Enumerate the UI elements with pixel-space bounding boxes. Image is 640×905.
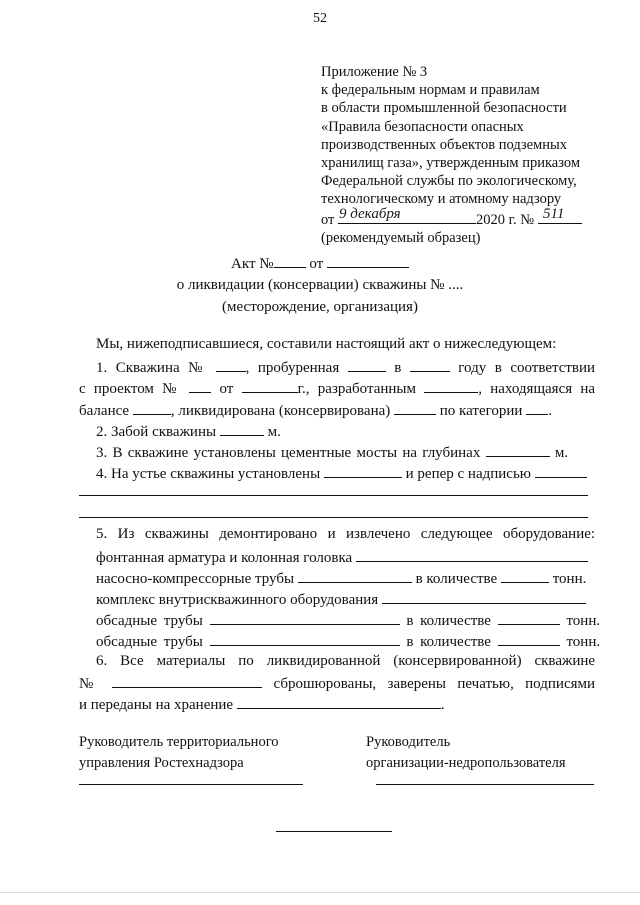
category-field	[526, 400, 548, 415]
signature-left-title: Руководитель территориального	[79, 734, 279, 750]
casing-field-1	[210, 610, 400, 625]
signature-line-right	[376, 784, 594, 785]
text: балансе	[79, 403, 130, 419]
appendix-line: «Правила безопасности опасных	[321, 118, 524, 135]
appendix-line: Федеральной службы по экологическому,	[321, 173, 577, 190]
text: в количестве	[415, 571, 498, 587]
text: скважины	[144, 526, 209, 542]
text: №	[162, 381, 181, 397]
text: .	[440, 697, 445, 713]
act-title	[0, 253, 640, 273]
text: , ликвидирована (консервирована)	[170, 403, 391, 419]
project-date-field	[242, 378, 298, 393]
text: и переданы на хранение	[79, 697, 234, 713]
signature-line-center	[276, 831, 392, 832]
text: печатью,	[457, 676, 514, 692]
blank-line	[79, 517, 588, 518]
text: комплекс внутрискважинного оборудования	[96, 592, 379, 608]
project-number-field	[189, 378, 211, 393]
storage-field	[237, 694, 441, 709]
p5-line1	[96, 525, 595, 543]
p5-line5	[96, 610, 600, 630]
year-text: 2020 г. №	[476, 211, 535, 228]
text: демонтировано	[219, 526, 318, 542]
text: .	[548, 403, 552, 419]
text: обсадные трубы	[96, 613, 203, 629]
appendix-line: Приложение № 3	[321, 64, 428, 80]
text: тонн.	[552, 571, 587, 587]
sample-note: (рекомендуемый образец)	[321, 229, 481, 246]
text: насосно-компрессорные трубы	[96, 571, 295, 587]
act-date-field	[327, 253, 409, 268]
text: и репер с надписью	[405, 466, 532, 482]
act-from-label: от	[309, 256, 324, 272]
depths-field	[486, 442, 550, 457]
well-number-field	[216, 357, 246, 372]
developer-field	[424, 378, 478, 393]
tubing-field	[298, 568, 412, 583]
year-field	[410, 357, 450, 372]
appendix-line: технологическому и атомному надзору	[321, 191, 562, 208]
text: 2. Забой скважины	[96, 424, 217, 440]
tubing-qty-field	[501, 568, 549, 583]
p1-line2	[79, 378, 595, 398]
handwritten-date: 9 декабря	[339, 205, 401, 222]
intro-text: Мы, нижеподписавшиеся, составили настоящий акт о нижеследующем:	[96, 336, 557, 352]
casing-qty-field-1	[498, 610, 560, 625]
p1-line1	[96, 357, 595, 377]
text: обсадные трубы	[96, 634, 203, 650]
text: 6.	[96, 653, 108, 669]
balance-field	[133, 400, 171, 415]
p5-line3	[96, 568, 586, 588]
text: извлечено	[346, 526, 411, 542]
appendix-line: к федеральным нормам и правилам	[321, 82, 540, 99]
text: году	[458, 360, 487, 376]
text: скважине	[534, 653, 596, 669]
p6-line3	[79, 694, 445, 714]
date-prefix: от	[321, 211, 335, 228]
text: г., разработанным	[297, 381, 416, 397]
appendix-line: в области промышленной безопасности	[321, 100, 567, 117]
page-number: 52	[313, 11, 327, 26]
p6-line2	[79, 673, 595, 693]
text: Скважина №	[115, 360, 208, 376]
text: в	[494, 360, 502, 376]
appendix-line: производственных объектов подземных	[321, 136, 567, 153]
status-field	[394, 400, 436, 415]
text: подписями	[525, 676, 596, 692]
p4-line	[96, 463, 587, 483]
act-subject: о ликвидации (консервации) скважины № ....	[176, 277, 464, 293]
handwritten-number: 511	[543, 205, 565, 222]
p1-line3	[79, 400, 552, 420]
p5-line6	[96, 631, 600, 651]
text: в	[394, 360, 402, 376]
p3-line	[96, 442, 568, 462]
blank-line	[79, 495, 588, 496]
scan-edge	[0, 892, 640, 893]
text: 3. В скважине установлены цементные мосты на глубинах	[96, 445, 481, 461]
downhole-equipment-field	[382, 589, 586, 604]
casing-qty-field-2	[498, 631, 560, 646]
text: ликвидированной	[266, 653, 381, 669]
text: в количестве	[406, 634, 491, 650]
p6-line1	[96, 652, 595, 670]
text: с проектом	[79, 381, 154, 397]
text: следующее	[420, 526, 493, 542]
text: Из	[117, 526, 135, 542]
p2-line	[96, 421, 281, 441]
text: №	[79, 676, 101, 692]
text: соответствии	[510, 360, 596, 376]
text: м.	[554, 445, 569, 461]
p5-line2	[96, 547, 588, 567]
text: 5.	[96, 526, 108, 542]
appendix-line: хранилищ газа», утвержденным приказом	[321, 155, 581, 172]
act-label: Акт №	[231, 256, 274, 272]
text: Все	[120, 653, 144, 669]
appendix-header	[321, 63, 582, 247]
text: (консервированной)	[393, 653, 522, 669]
wellhead-field	[324, 463, 402, 478]
text: и	[327, 526, 336, 542]
christmas-tree-field	[356, 547, 588, 562]
text: фонтанная арматура и колонная головка	[96, 550, 353, 566]
text: по категории	[439, 403, 523, 419]
bottomhole-field	[220, 421, 264, 436]
signature-right-title: Руководитель	[366, 734, 451, 750]
casing-field-2	[210, 631, 400, 646]
signature-right-subtitle: организации-недропользователя	[366, 755, 566, 771]
signature-line-left	[79, 784, 303, 785]
text: по	[238, 653, 254, 669]
archive-number-field	[112, 673, 262, 688]
text: 1.	[96, 360, 108, 376]
text: сброшюрованы,	[273, 676, 377, 692]
p5-line4	[96, 589, 586, 609]
act-number-field	[274, 253, 306, 268]
text: от	[219, 381, 234, 397]
benchmark-field	[535, 463, 587, 478]
text: , находящаяся на	[478, 381, 596, 397]
signature-left-subtitle: управления Ростехнадзора	[79, 755, 244, 771]
drilled-by-field	[348, 357, 386, 372]
order-date-line	[321, 205, 582, 229]
text: , пробуренная	[245, 360, 340, 376]
text: заверены	[387, 676, 447, 692]
text: тонн.	[566, 613, 601, 629]
text: материалы	[156, 653, 226, 669]
text: тонн.	[566, 634, 601, 650]
text: в количестве	[406, 613, 491, 629]
text: м.	[267, 424, 281, 440]
act-subtitle: (месторождение, организация)	[222, 299, 418, 315]
text: 4. На устье скважины установлены	[96, 466, 321, 482]
text: оборудование:	[503, 526, 596, 542]
